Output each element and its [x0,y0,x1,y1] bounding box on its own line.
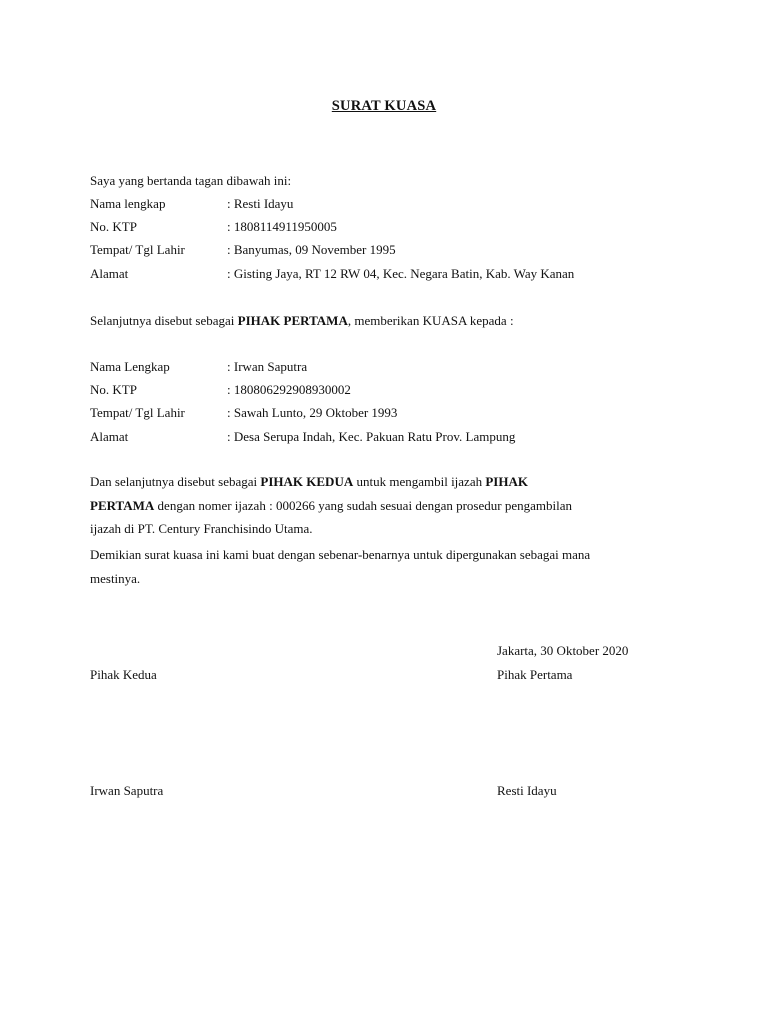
second-party-row [90,404,397,422]
field-value: : Irwan Saputra [227,359,308,374]
transfer-statement: Selanjutnya disebut sebagai PIHAK PERTAMA, memberikan KUASA kepada : [90,313,514,328]
field-label: Nama Lengkap [90,359,170,374]
closing-line: Demikian surat kuasa ini kami buat dengan sebenar-benarnya untuk dipergunakan sebagai mana [90,547,591,562]
field-label: Alamat [90,266,129,281]
intro-text: Saya yang bertanda tagan dibawah ini: [90,173,292,188]
field-value: : 1808114911950005 [227,219,337,234]
field-value: : Banyumas, 09 November 1995 [227,242,396,257]
field-value: : Gisting Jaya, RT 12 RW 04, Kec. Negara Batin, Kab. Way Kanan [227,266,575,281]
left-signatory-role: Pihak Kedua [90,667,157,682]
purpose-line: ijazah di PT. Century Franchisindo Utama. [90,521,313,536]
place-date: Jakarta, 30 Oktober 2020 [497,643,629,658]
field-value: : 180806292908930002 [227,382,351,397]
field-label: No. KTP [90,382,137,397]
first-party-row [90,241,396,259]
right-signatory-name: Resti Idayu [497,783,557,798]
field-label: Tempat/ Tgl Lahir [90,405,185,420]
purpose-line: Dan selanjutnya disebut sebagai PIHAK KEDUA untuk mengambil ijazah PIHAK [90,474,528,489]
second-party-row [90,381,351,399]
left-signatory-name: Irwan Saputra [90,783,164,798]
closing-line: mestinya. [90,570,141,586]
second-party-row [90,358,307,376]
field-label: Nama lengkap [90,196,166,211]
first-party-row [90,195,293,213]
field-value: : Resti Idayu [227,196,294,211]
first-party-term: PIHAK PERTAMA [237,313,348,328]
document-title: SURAT KUASA [331,98,437,114]
field-value: : Sawah Lunto, 29 Oktober 1993 [227,405,398,420]
closing-paragraph [90,543,680,590]
right-signatory-role: Pihak Pertama [497,667,573,682]
field-label: No. KTP [90,219,137,234]
first-party-row [90,265,574,283]
field-value: : Desa Serupa Indah, Kec. Pakuan Ratu Prov. Lampung [227,429,516,444]
field-label: Alamat [90,429,129,444]
field-label: Tempat/ Tgl Lahir [90,242,185,257]
second-party-row [90,428,515,446]
purpose-line: PERTAMA dengan nomer ijazah : 000266 yang sudah sesuai dengan prosedur pengambilan [90,497,572,513]
first-party-row [90,218,337,236]
purpose-paragraph [90,470,680,541]
